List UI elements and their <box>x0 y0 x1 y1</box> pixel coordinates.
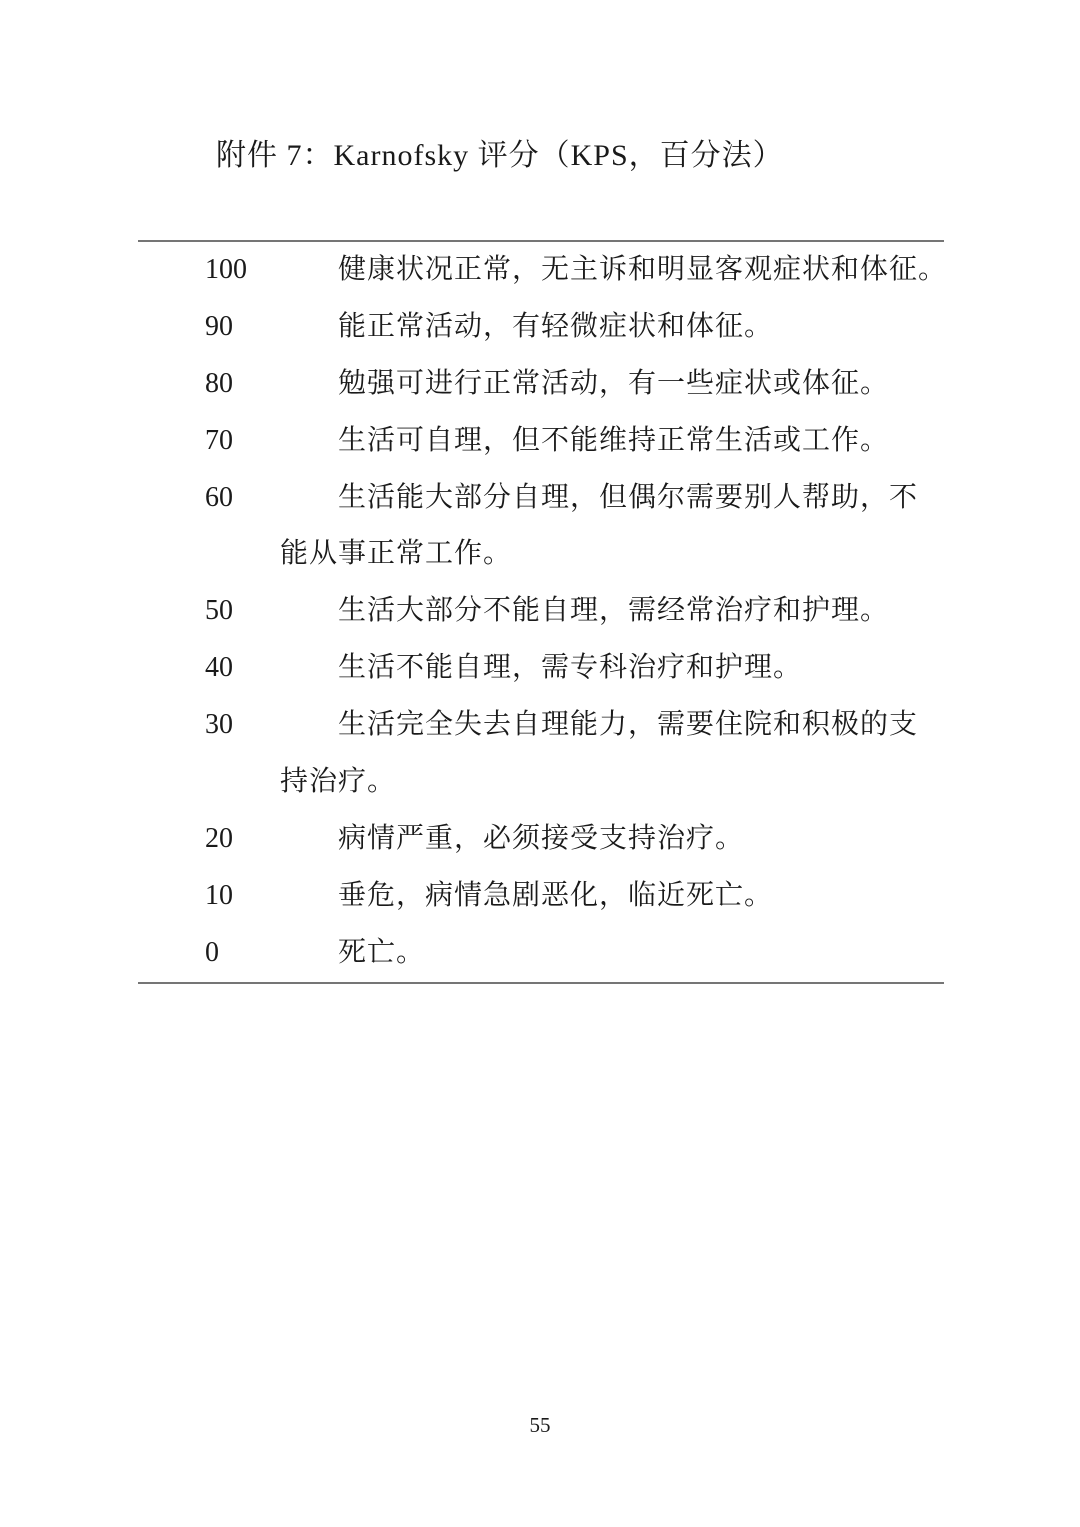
score-cell: 60 <box>205 481 233 513</box>
table-row-first-line <box>138 470 944 527</box>
table-bottom-rule <box>138 982 944 984</box>
score-cell: 80 <box>205 367 233 399</box>
table-row-first-line <box>138 299 944 356</box>
table-row <box>138 925 944 982</box>
description-line: 健康状况正常，无主诉和明显客观症状和体征。 <box>338 254 948 285</box>
score-cell: 70 <box>205 424 233 456</box>
score-cell: 30 <box>205 709 233 741</box>
page-number: 55 <box>529 1413 551 1437</box>
page-title: 附件 7：Karnofsky 评分（KPS，百分法） <box>216 139 784 172</box>
description-line: 垂危，病情急剧恶化，临近死亡。 <box>338 879 774 911</box>
description-line: 勉强可进行正常活动，有一些症状或体征。 <box>338 367 890 399</box>
kps-table-body <box>138 242 948 982</box>
description-line: 生活完全失去自理能力，需要住院和积极的支 <box>338 709 919 741</box>
table-row-first-line <box>138 356 944 413</box>
table-row <box>138 242 948 299</box>
description-line: 生活不能自理，需专科治疗和护理。 <box>338 652 803 684</box>
table-row-first-line <box>138 242 948 299</box>
kps-table <box>138 240 948 984</box>
description-line: 生活能大部分自理，但偶尔需要别人帮助，不 <box>338 481 919 513</box>
description-line: 病情严重，必须接受支持治疗。 <box>338 822 745 854</box>
description-line: 能正常活动，有轻微症状和体征。 <box>338 310 774 342</box>
description-continuation-line: 持治疗。 <box>280 766 397 798</box>
score-cell: 40 <box>205 652 233 684</box>
table-row <box>138 413 944 470</box>
table-row <box>138 470 944 584</box>
score-cell: 90 <box>205 310 233 342</box>
table-row <box>138 697 944 811</box>
table-row <box>138 811 944 868</box>
score-cell: 0 <box>205 936 219 968</box>
table-row-first-line <box>138 640 944 697</box>
table-row <box>138 640 944 697</box>
table-row <box>138 356 944 413</box>
table-row-first-line <box>138 697 944 754</box>
description-continuation-line: 能从事正常工作。 <box>280 538 513 570</box>
table-row <box>138 868 944 925</box>
table-row <box>138 583 944 640</box>
table-row-first-line <box>138 811 944 868</box>
description-line: 生活可自理，但不能维持正常生活或工作。 <box>338 424 890 456</box>
description-line: 死亡。 <box>338 936 426 968</box>
score-cell: 100 <box>205 254 247 285</box>
score-cell: 10 <box>205 879 233 911</box>
score-cell: 50 <box>205 595 233 627</box>
table-row-first-line <box>138 413 944 470</box>
table-row-first-line <box>138 583 944 640</box>
description-line: 生活大部分不能自理，需经常治疗和护理。 <box>338 595 890 627</box>
table-row-first-line <box>138 868 944 925</box>
table-row <box>138 299 944 356</box>
table-row-first-line <box>138 925 944 982</box>
score-cell: 20 <box>205 822 233 854</box>
